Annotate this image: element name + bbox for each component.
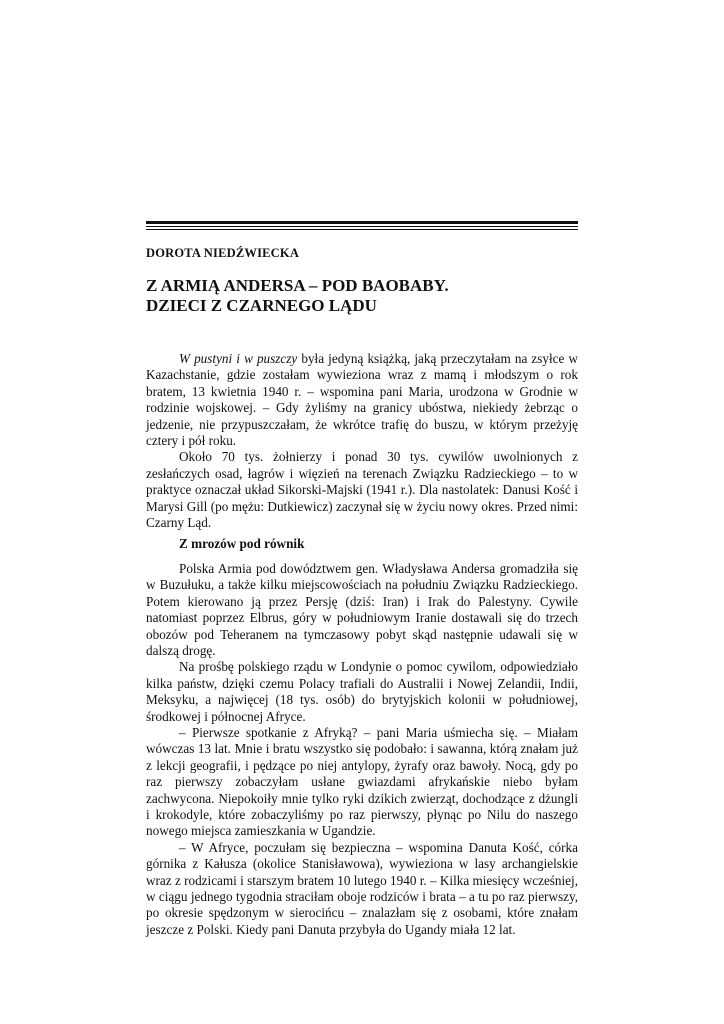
author-name: DOROTA NIEDŹWIECKA — [146, 246, 300, 260]
article-body — [146, 351, 578, 938]
book-title-italic: W pustyni i w puszczy — [179, 351, 298, 366]
header-rule-thick — [146, 221, 578, 224]
document-page — [146, 221, 578, 938]
article-title-line-1: Z ARMIĄ ANDERSA – POD BAOBABY. — [146, 276, 449, 295]
section-heading: Z mrozów pod równik — [179, 536, 305, 552]
header-rule-thin-1 — [146, 226, 578, 227]
article-title-line-2: DZIECI Z CZARNEGO LĄDU — [146, 296, 377, 315]
paragraph-1 — [146, 351, 578, 449]
paragraph-6: – W Afryce, poczułam się bezpieczna – wspomina Danuta Kość, córka górnika z Kałusza (okolice Stanisławowa), wywieziona w lasy archangielskie wraz z rodzicami i starszym bratem 10 lutego 1940 r. – Kilka miesięcy wcześniej, w ciągu jednego tygodnia straciłam oboje rodziców i brata – a tu po raz pierwszy, po okresie spędzonym w sierocińcu – znalazłam się z osobami, które znałam jeszcze z Polski. Kiedy pani Danuta przybyła do Ugandy miała 12 lat. — [146, 839, 578, 937]
paragraph-5: – Pierwsze spotkanie z Afryką? – pani Maria uśmiecha się. – Miałam wówczas 13 lat. Mnie i bratu wszystko się podobało: i sawanna, którą znałam już z lekcji geografii, i pędzące po niej antylopy, żyrafy oraz bawoły. Nocą, gdy po raz pierwszy zobaczyłam usłane gwiazdami afrykańskie niebo byłam zachwycona. Niepokoiły mnie tylko ryki dzikich zwierząt, dochodzące z dżungli i krokodyle, które zobaczyliśmy po raz pierwszy, płynąc po Nilu do naszego nowego miejsca zamieszkania w Ugandzie. — [146, 724, 578, 839]
paragraph-1-text: była jedyną książką, jaką przeczytałam na zsyłce w Kazachstanie, gdzie zostałam wywieziona wraz z mamą i młodszym o rok bratem, 13 kwietnia 1940 r. – wspomina pani Maria, urodzona w Grodnie w rodzinie wojskowej. – Gdy żyliśmy na granicy ubóstwa, niekiedy żebrząc o jedzenie, nie przypuszczałam, że wkrótce trafię do buszu, w którym przeżyję cztery i pół roku. — [146, 351, 578, 449]
article-title — [146, 276, 578, 316]
paragraph-4: Na prośbę polskiego rządu w Londynie o pomoc cywilom, odpowiedziało kilka państw, dzięki czemu Polacy trafiali do Australii i Nowej Zelandii, Indii, Meksyku, a najwięcej (18 tys. osób) do brytyjskich kolonii w południowej, środkowej i północnej Afryce. — [146, 659, 578, 724]
paragraph-2: Około 70 tys. żołnierzy i ponad 30 tys. cywilów uwolnionych z zesłańczych osad, łagrów i więzień na terenach Związku Radzieckiego – to w praktyce oznaczał układ Sikorski-Majski (1941 r.). Dla nastolatek: Danusi Kość i Marysi Gill (po mężu: Dutkiewicz) zaczynał się w życiu nowy okres. Przed nimi: Czarny Ląd. — [146, 449, 578, 531]
header-rule-thin-2 — [146, 229, 578, 230]
paragraph-3: Polska Armia pod dowództwem gen. Władysława Andersa gromadziła się w Buzułuku, a także kilku miejscowościach na południu Związku Radzieckiego. Potem kierowano ją przez Persję (dziś: Iran) i Irak do Palestyny. Cywile natomiast poprzez Elbrus, góry w południowym Iranie dostawali się do trzech obozów pod Teheranem na tymczasowy pobyt skąd następnie udawali się w dalszą drogę. — [146, 560, 578, 658]
